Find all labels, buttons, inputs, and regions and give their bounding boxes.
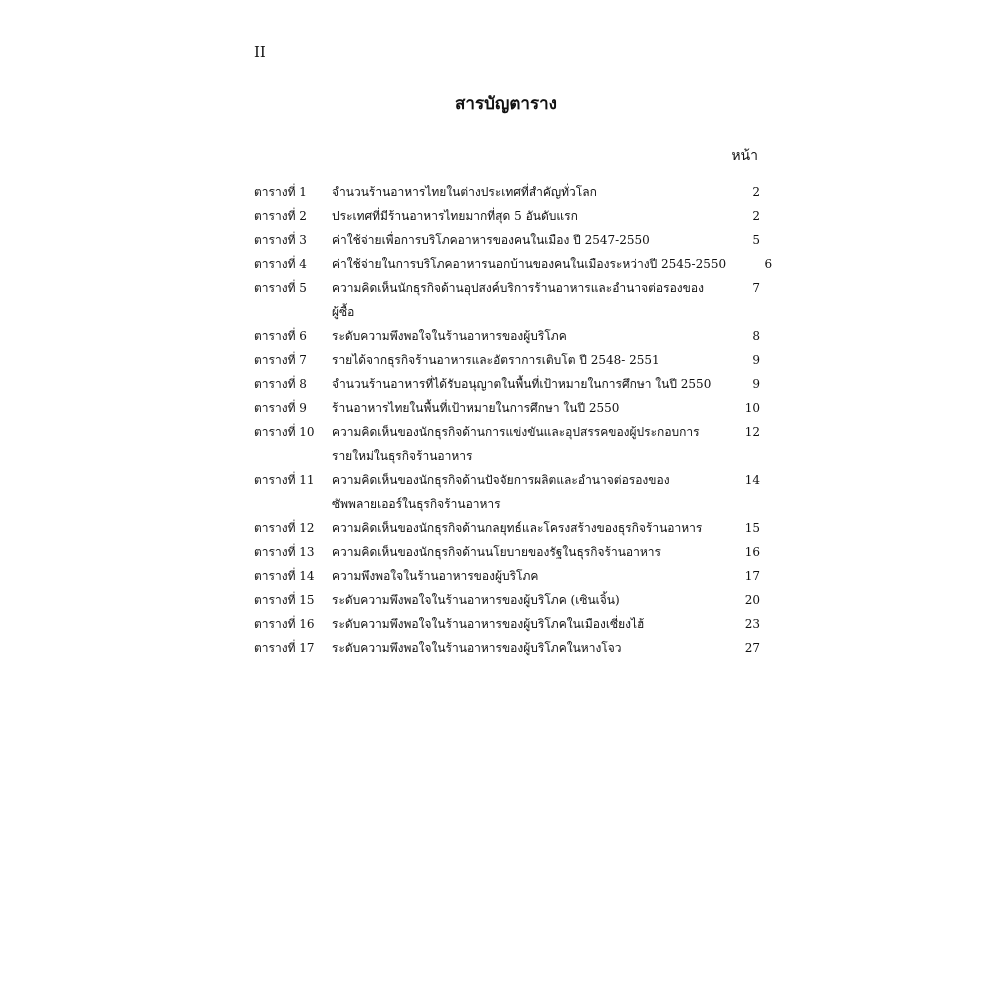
toc-row-title	[332, 204, 720, 228]
toc-row-label: ตารางที่ 13	[254, 545, 315, 559]
toc-row-page: 9	[752, 377, 760, 391]
toc-row-page: 14	[744, 473, 760, 487]
toc-row	[254, 204, 760, 228]
toc-row	[254, 396, 760, 420]
toc-row	[254, 588, 760, 612]
toc-row-title	[332, 372, 720, 396]
document-title: สารบัญตาราง	[455, 94, 557, 114]
toc-row	[254, 348, 760, 372]
roman-page-number: II	[254, 43, 266, 61]
toc-row-title	[332, 564, 720, 588]
toc-row-title-line: ผู้ซื้อ	[332, 305, 355, 319]
toc-row-page: 9	[752, 353, 760, 367]
toc-row-label: ตารางที่ 15	[254, 593, 315, 607]
toc-row-title-line: ระดับความพึงพอใจในร้านอาหารของผู้บริโภค	[332, 329, 567, 343]
toc-row-label: ตารางที่ 1	[254, 185, 307, 199]
toc-row	[254, 540, 760, 564]
toc-row	[254, 276, 760, 324]
toc-row	[254, 252, 773, 276]
toc-row-title	[332, 348, 720, 372]
toc-row-label: ตารางที่ 8	[254, 377, 307, 391]
toc-row-page: 12	[744, 425, 760, 439]
toc-row-page: 8	[752, 329, 760, 343]
toc-row-page: 2	[752, 185, 760, 199]
toc-row-title-line: ความคิดเห็นของนักธุรกิจด้านกลยุทธ์และโครงสร้างของธุรกิจร้านอาหาร	[332, 521, 703, 535]
toc-row-label: ตารางที่ 9	[254, 401, 307, 415]
toc-row-page: 7	[752, 281, 760, 295]
toc-row-page: 20	[744, 593, 760, 607]
toc-row	[254, 612, 760, 636]
toc-row-label: ตารางที่ 17	[254, 641, 315, 655]
toc-row-label: ตารางที่ 5	[254, 281, 307, 295]
toc-row-page: 10	[744, 401, 760, 415]
toc-row-title-line: ประเทศที่มีร้านอาหารไทยมากที่สุด 5 อันดับแรก	[332, 209, 578, 223]
toc-row-title-line: ระดับความพึงพอใจในร้านอาหารของผู้บริโภคในหางโจว	[332, 641, 622, 655]
toc-row-title-line: ความคิดเห็นนักธุรกิจด้านอุปสงค์บริการร้านอาหารและอำนาจต่อรองของ	[332, 281, 704, 295]
toc-row-label: ตารางที่ 2	[254, 209, 307, 223]
toc-row-label: ตารางที่ 12	[254, 521, 315, 535]
toc-row-title	[332, 420, 720, 468]
toc-row-title	[332, 588, 720, 612]
toc-row-title-line: ความคิดเห็นของนักธุรกิจด้านปัจจัยการผลิตและอำนาจต่อรองของ	[332, 473, 670, 487]
toc-row-title	[332, 324, 720, 348]
toc-row-page: 16	[744, 545, 760, 559]
toc-row-title-line: ความพึงพอใจในร้านอาหารของผู้บริโภค	[332, 569, 539, 583]
toc-row	[254, 324, 760, 348]
toc-row-title	[332, 636, 720, 660]
toc-row-title	[332, 228, 720, 252]
toc-row	[254, 564, 760, 588]
toc-row-label: ตารางที่ 4	[254, 257, 307, 271]
toc-row-title-line: รายได้จากธุรกิจร้านอาหารและอัตราการเติบโต ปี 2548- 2551	[332, 353, 660, 367]
toc-row-title-line: ระดับความพึงพอใจในร้านอาหารของผู้บริโภคในเมืองเซี่ยงไฮ้	[332, 617, 645, 631]
toc-row-label: ตารางที่ 7	[254, 353, 307, 367]
toc-row-label: ตารางที่ 10	[254, 425, 315, 439]
toc-row-page: 2	[752, 209, 760, 223]
toc-row-title-line: รายใหม่ในธุรกิจร้านอาหาร	[332, 449, 473, 463]
toc-row-title	[332, 180, 720, 204]
toc-row-label: ตารางที่ 11	[254, 473, 315, 487]
toc-row-title-line: จำนวนร้านอาหารที่ได้รับอนุญาตในพื้นที่เป้าหมายในการศึกษา ในปี 2550	[332, 377, 712, 391]
toc-row	[254, 636, 760, 660]
toc-row	[254, 468, 760, 516]
toc-row-page: 17	[744, 569, 760, 583]
toc-row-title	[332, 468, 720, 516]
toc-row-page: 23	[744, 617, 760, 631]
toc-row-title	[332, 540, 720, 564]
toc-row-title	[332, 276, 720, 324]
toc-row	[254, 180, 760, 204]
toc-row-label: ตารางที่ 16	[254, 617, 315, 631]
toc-row-title-line: ความคิดเห็นของนักธุรกิจด้านการแข่งขันและอุปสรรคของผู้ประกอบการ	[332, 425, 700, 439]
toc-row	[254, 516, 760, 540]
toc-row-page: 5	[752, 233, 760, 247]
toc-row-title-line: ร้านอาหารไทยในพื้นที่เป้าหมายในการศึกษา ในปี 2550	[332, 401, 620, 415]
page-column-header: หน้า	[731, 148, 758, 164]
toc-row-page: 27	[744, 641, 760, 655]
toc-row-title-line: จำนวนร้านอาหารไทยในต่างประเทศที่สำคัญทั่วโลก	[332, 185, 597, 199]
toc-row	[254, 228, 760, 252]
toc-row-title-line: ความคิดเห็นของนักธุรกิจด้านนโยบายของรัฐในธุรกิจร้านอาหาร	[332, 545, 661, 559]
toc-row-title	[332, 396, 720, 420]
toc-row-page: 15	[744, 521, 760, 535]
toc-row-title	[332, 516, 720, 540]
toc-row-title-line: ซัพพลายเออร์ในธุรกิจร้านอาหาร	[332, 497, 501, 511]
toc-row-label: ตารางที่ 14	[254, 569, 315, 583]
toc-row-title-line: ค่าใช้จ่ายในการบริโภคอาหารนอกบ้านของคนในเมืองระหว่างปี 2545-2550	[332, 257, 727, 271]
toc-row	[254, 372, 760, 396]
table-of-tables-list	[254, 180, 773, 660]
toc-row	[254, 420, 760, 468]
toc-row-page: 6	[764, 257, 773, 271]
toc-row-title	[332, 612, 720, 636]
toc-row-title-line: ค่าใช้จ่ายเพื่อการบริโภคอาหารของคนในเมือง ปี 2547-2550	[332, 233, 650, 247]
toc-row-title-line: ระดับความพึงพอใจในร้านอาหารของผู้บริโภค (เซินเจิ้น)	[332, 593, 620, 607]
toc-row-label: ตารางที่ 6	[254, 329, 307, 343]
toc-row-label: ตารางที่ 3	[254, 233, 307, 247]
toc-row-title	[332, 252, 732, 276]
